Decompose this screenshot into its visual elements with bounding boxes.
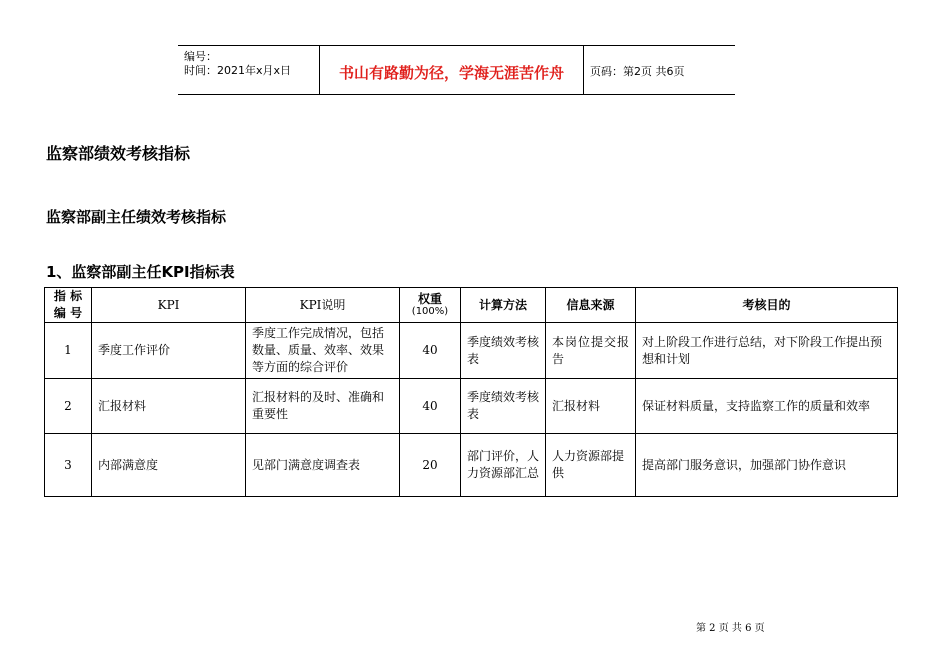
cell-kpi-desc: 季度工作完成情况，包括数量、质量、效率、效果等方面的综合评价 bbox=[246, 323, 400, 379]
cell-source: 本岗位提交报告 bbox=[546, 323, 636, 379]
header-goal: 考核目的 bbox=[636, 288, 898, 323]
table-row bbox=[45, 323, 898, 379]
cell-kpi-desc: 汇报材料的及时、准确和重要性 bbox=[246, 379, 400, 434]
cell-method: 部门评价，人力资源部汇总 bbox=[461, 434, 546, 497]
header-weight-unit: (100%) bbox=[411, 306, 449, 317]
cell-index: 3 bbox=[45, 434, 92, 497]
cell-weight: 40 bbox=[400, 323, 461, 379]
cell-index: 1 bbox=[45, 323, 92, 379]
kpi-table bbox=[44, 287, 898, 497]
cell-kpi: 内部满意度 bbox=[92, 434, 246, 497]
document-title: 监察部绩效考核指标 bbox=[46, 144, 191, 163]
cell-goal: 对上阶段工作进行总结，对下阶段工作提出预想和计划 bbox=[636, 323, 898, 379]
cell-goal: 保证材料质量，支持监察工作的质量和效率 bbox=[636, 379, 898, 434]
cell-weight: 40 bbox=[400, 379, 461, 434]
header-kpi-desc: KPI说明 bbox=[246, 288, 400, 323]
section-title: 1、监察部副主任KPI指标表 bbox=[46, 263, 235, 281]
cell-kpi: 季度工作评价 bbox=[92, 323, 246, 379]
cell-kpi: 汇报材料 bbox=[92, 379, 246, 434]
table-row bbox=[45, 434, 898, 497]
cell-source: 人力资源部提供 bbox=[546, 434, 636, 497]
table-header-row bbox=[45, 288, 898, 323]
cell-weight: 20 bbox=[400, 434, 461, 497]
doc-time-label: 时间：2021年x月x日 bbox=[184, 64, 292, 77]
header-motto-cell bbox=[320, 46, 584, 94]
document-subtitle: 监察部副主任绩效考核指标 bbox=[46, 208, 227, 226]
cell-index: 2 bbox=[45, 379, 92, 434]
header-source: 信息来源 bbox=[546, 288, 636, 323]
header-weight bbox=[400, 288, 461, 323]
header-index: 指 标 编 号 bbox=[45, 288, 92, 323]
motto-text: 书山有路勤为径，学海无涯苦作舟 bbox=[338, 64, 564, 82]
table-row bbox=[45, 379, 898, 434]
page-header bbox=[178, 45, 735, 95]
header-method: 计算方法 bbox=[461, 288, 546, 323]
cell-method: 季度绩效考核表 bbox=[461, 323, 546, 379]
cell-kpi-desc: 见部门满意度调查表 bbox=[246, 434, 400, 497]
cell-source: 汇报材料 bbox=[546, 379, 636, 434]
header-weight-label: 权重 bbox=[417, 292, 442, 306]
page-footer: 第 2 页 共 6 页 bbox=[696, 623, 765, 634]
page-number-label: 页码：第2页 共6页 bbox=[590, 65, 685, 78]
cell-method: 季度绩效考核表 bbox=[461, 379, 546, 434]
doc-number-label: 编号： bbox=[184, 50, 217, 63]
header-page-cell bbox=[584, 46, 735, 94]
header-meta-cell bbox=[178, 46, 320, 94]
header-kpi: KPI bbox=[92, 288, 246, 323]
cell-goal: 提高部门服务意识，加强部门协作意识 bbox=[636, 434, 898, 497]
